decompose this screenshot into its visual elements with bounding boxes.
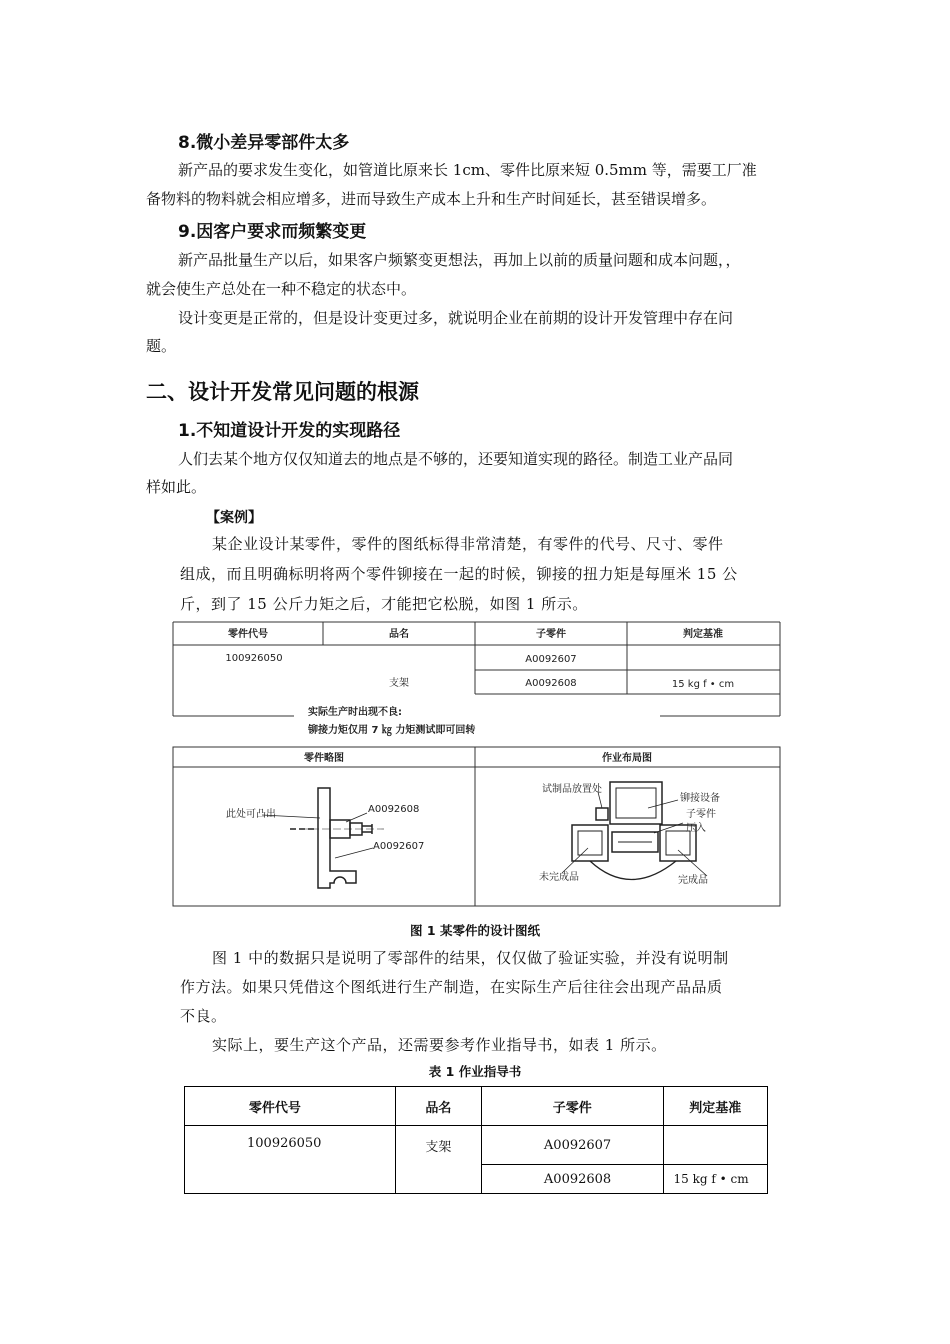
fig-unfinished-label: 未完成品 <box>539 872 579 883</box>
table-header-criterion: 判定基准 <box>663 1087 767 1126</box>
part-sketch <box>290 788 384 888</box>
table-header-row <box>185 1087 768 1126</box>
case-line3: 斤，到了 15 公斤力矩之后，才能把它松脱，如图 1 所示。 <box>180 595 588 613</box>
table-cell-criterion-empty <box>663 1126 767 1165</box>
fig-finished-label: 完成品 <box>678 875 708 886</box>
after-line1: 图 1 中的数据只是说明了零部件的结果，仅仅做了验证实验，并没有说明制 <box>212 949 729 967</box>
layout-leaders <box>562 792 707 876</box>
fig-defect-line1: 实际生产时出现不良: <box>308 707 402 718</box>
paragraph-8-line2: 备物料的物料就会相应增多，进而导致生产成本上升和生产时间延长，甚至错误增多。 <box>146 190 717 208</box>
paragraph-9-line1: 新产品批量生产以后，如果客户频繁变更想法，再加上以前的质量问题和成本问题，， <box>178 251 741 269</box>
fig-header-name: 品名 <box>389 629 409 640</box>
case-line2: 组成，而且明确标明将两个零件铆接在一起的时候，铆接的扭力矩是每厘米 15 公 <box>180 565 738 583</box>
fig-part-code: 100926050 <box>225 653 283 664</box>
section-2-heading: 二、设计开发常见问题的根源 <box>146 380 419 404</box>
table-header-code: 零件代号 <box>185 1087 396 1126</box>
paragraph-9b-line1: 设计变更是正常的，但是设计变更过多，就说明企业在前期的设计开发管理中存在问 <box>178 309 734 327</box>
fig-layout-title: 作业布局图 <box>602 753 652 764</box>
fig-defect-line2: 铆接力矩仅用 7 ㎏ 力矩测试即可回转 <box>308 725 476 736</box>
fig-trial-place-label: 试制品放置处 <box>542 784 602 795</box>
fig-part-a-label: A0092608 <box>368 804 420 815</box>
fig-protrude-label: 此处可凸出 <box>226 809 276 820</box>
fig-sub-press-label-1: 子零件 <box>686 809 716 820</box>
fig-part-b-label: A0092607 <box>373 841 425 852</box>
work-layout-sketch <box>572 782 696 880</box>
fig-header-code: 零件代号 <box>228 629 268 640</box>
table-cell-criterion: 15 kg f • cm <box>663 1165 767 1194</box>
case-line1: 某企业设计某零件，零件的图纸标得非常清楚，有零件的代号、尺寸、零件 <box>212 535 724 553</box>
paragraph-2-1-line1: 人们去某个地方仅仅知道去的地点是不够的，还要知道实现的路径。制造工业产品同 <box>178 450 734 468</box>
fig-header-criterion: 判定基准 <box>683 629 723 640</box>
paragraph-9-line2: 就会使生产总处在一种不稳定的状态中。 <box>146 280 417 298</box>
table-header-name: 品名 <box>395 1087 481 1126</box>
fig-sketch-title: 零件略图 <box>304 753 344 764</box>
subheading-2-1: 1.不知道设计开发的实现路径 <box>178 421 401 441</box>
figure-1-drawing <box>170 620 784 912</box>
after-line3: 不良。 <box>180 1007 227 1025</box>
fig-criterion: 15 kg f • cm <box>671 679 735 690</box>
heading-8: 8.微小差异零部件太多 <box>178 133 350 153</box>
heading-9: 9.因客户要求而频繁变更 <box>178 222 367 242</box>
table-header-sub: 子零件 <box>481 1087 663 1126</box>
table-cell-sub1: A0092607 <box>481 1126 663 1165</box>
after-line2: 作方法。如果只凭借这个图纸进行生产制造，在实际生产后往往会出现产品品质 <box>180 978 723 996</box>
fig-part-name: 支架 <box>389 678 409 689</box>
table-cell-sub2: A0092608 <box>481 1165 663 1194</box>
fig-header-sub: 子零件 <box>536 629 566 640</box>
fig-sub-part-1: A0092607 <box>525 654 577 665</box>
fig-sub-press-label-2: 压入 <box>686 823 706 834</box>
paragraph-2-1-line2: 样如此。 <box>146 478 207 496</box>
table-1-caption: 表 1 作业指导书 <box>428 1064 522 1079</box>
table-cell-code: 100926050 <box>185 1126 396 1194</box>
case-label: 【案例】 <box>206 510 262 526</box>
table-row <box>185 1126 768 1165</box>
paragraph-9b-line2: 题。 <box>146 337 177 355</box>
fig-sub-part-2: A0092608 <box>525 678 577 689</box>
fig-rivet-machine-label: 铆接设备 <box>680 793 720 804</box>
paragraph-8-line1: 新产品的要求发生变化，如管道比原来长 1cm、零件比原来短 0.5mm 等，需要工厂准 <box>178 161 757 179</box>
table-cell-name: 支架 <box>395 1126 481 1194</box>
figure-1-caption: 图 1 某零件的设计图纸 <box>410 923 540 938</box>
work-instruction-table <box>184 1086 768 1194</box>
after-line4: 实际上，要生产这个产品，还需要参考作业指导书，如表 1 所示。 <box>212 1036 667 1054</box>
